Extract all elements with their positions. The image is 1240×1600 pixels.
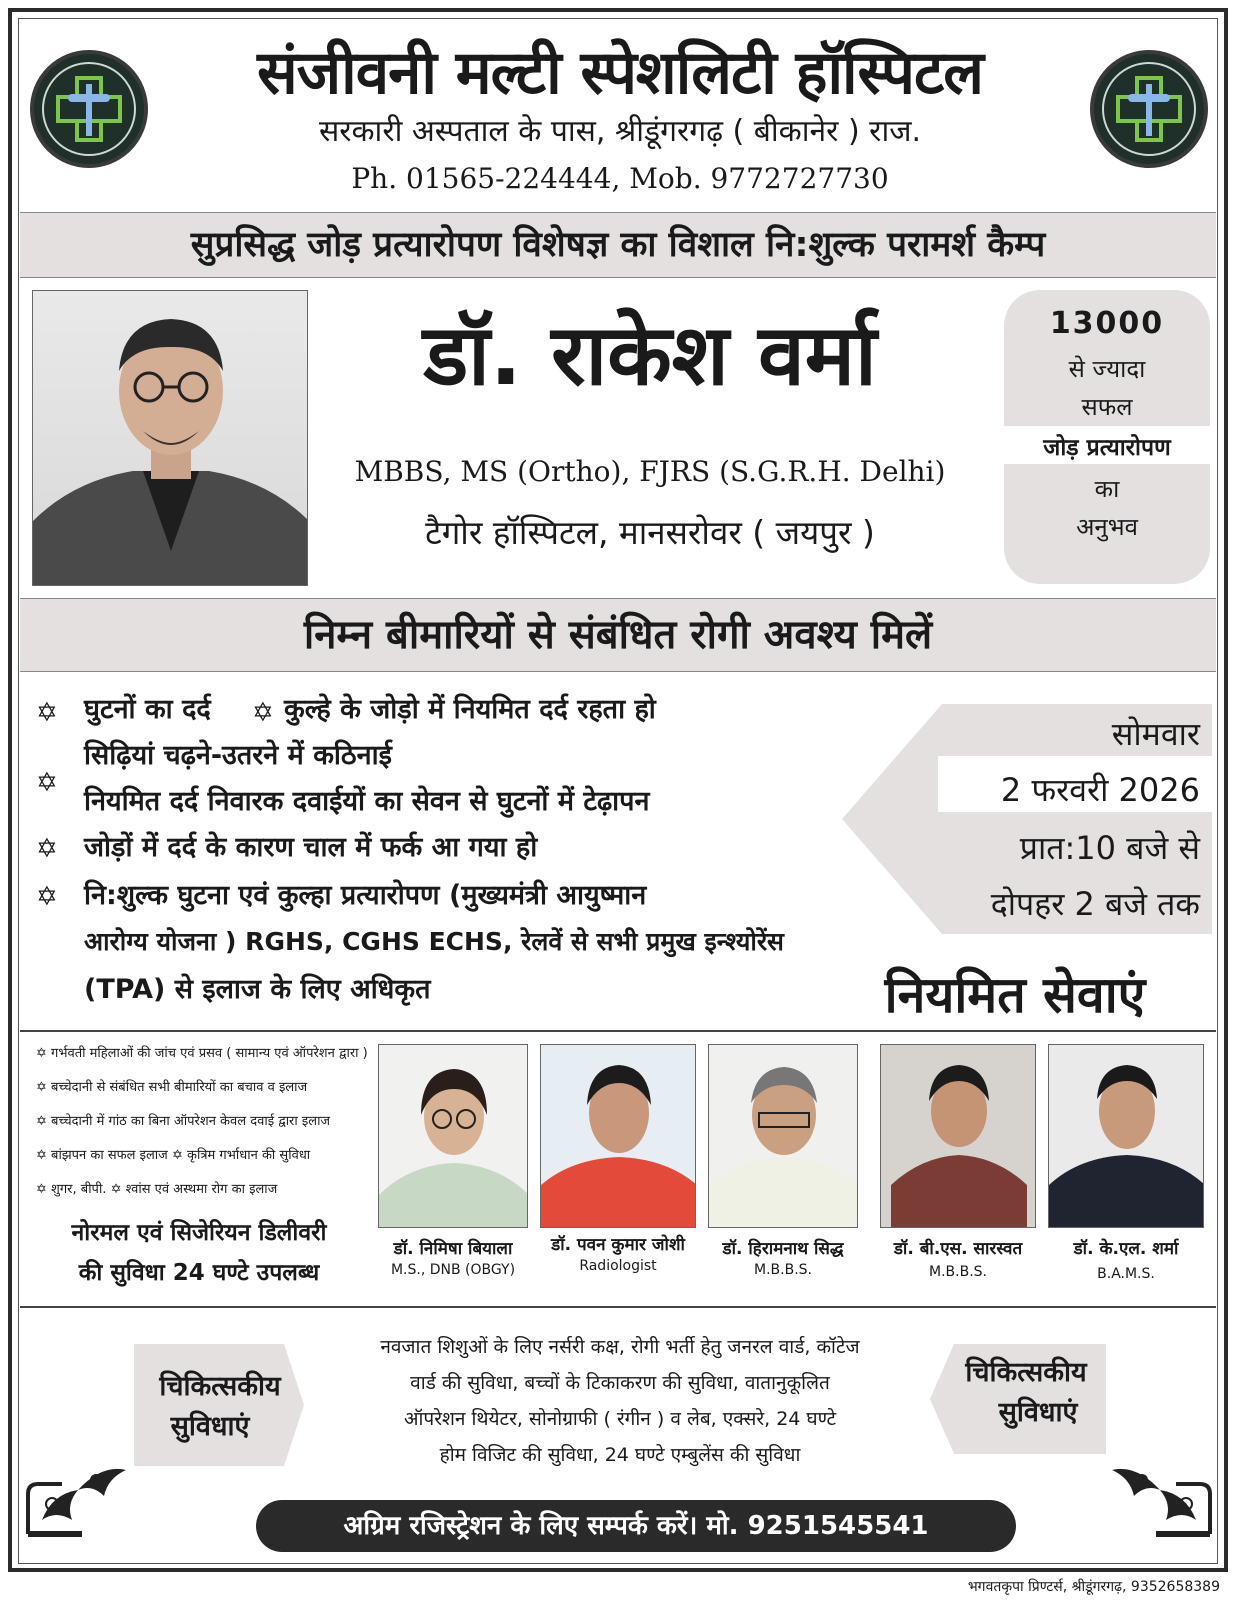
caduceus-icon: [86, 84, 92, 136]
experience-text-4: का: [1094, 475, 1120, 503]
experience-count: 13000: [1049, 306, 1165, 341]
doctor-5-degree: B.A.M.S.: [1097, 1266, 1155, 1282]
facilities-label-left-shape: [134, 1344, 310, 1466]
facilities-label-right-1: चिकित्सकीय: [965, 1357, 1087, 1388]
regular-services-heading: नियमित सेवाएं: [884, 966, 1146, 1024]
caduceus-icon: [1146, 84, 1152, 136]
section-divider: [20, 1030, 1216, 1032]
doctor-2-name: डॉ. पवन कुमार जोशी: [551, 1235, 685, 1255]
doctor-2-degree: Radiologist: [579, 1258, 657, 1274]
disease-hip-pain: कुल्हे के जोड़ो में नियमित दर्द रहता हो: [284, 694, 656, 725]
facilities-line-3: ऑपरेशन थियेटर, सोनोग्राफी ( रंगीन ) व लेब, एक्सरे, 24 घण्टे: [403, 1408, 837, 1430]
doctor-photo-2: [540, 1044, 696, 1228]
schedule-day: सोमवार: [1111, 715, 1200, 753]
doctor-name: डॉ. राकेश वर्मा: [423, 306, 877, 404]
service-item-4: ✡ बांझपन का सफल इलाज ✡ कृत्रिम गर्भाधान की सुविधा: [36, 1148, 311, 1163]
female-doctor-portrait-icon: [379, 1045, 528, 1228]
doctor-photo-1: [378, 1044, 528, 1228]
schedule-from: प्रात:10 बजे से: [1019, 829, 1200, 867]
printer-credit: भगवतकृपा प्रिण्टर्स, श्रीडूंगरगढ़, 9352658389: [967, 1579, 1220, 1595]
ornament-left-icon: [22, 1424, 134, 1540]
doctor-4-name: डॉ. बी.एस. सारस्वत: [893, 1239, 1023, 1259]
camp-banner-text: सुप्रसिद्ध जोड़ प्रत्यारोपण विशेषज्ञ का विशाल नि:शुल्क परामर्श कैम्प: [190, 225, 1046, 265]
doctor-photo: [32, 290, 308, 586]
service-item-1: ✡ गर्भवती महिलाओं की जांच एवं प्रसव ( सामान्य एवं ऑपरेशन द्वारा ): [36, 1046, 368, 1061]
star-bullet-icon: ✡: [36, 698, 58, 728]
section-divider: [20, 1306, 1216, 1308]
doctor-3-name: डॉ. हिरामनाथ सिद्ध: [722, 1239, 844, 1259]
ornament-right-icon: [1104, 1424, 1216, 1540]
experience-text-5: अनुभव: [1076, 513, 1138, 541]
hospital-name: संजीवनी मल्टी स्पेशलिटी हॉस्पिटल: [257, 38, 983, 108]
star-bullet-icon: ✡: [36, 834, 58, 864]
doctor-photo-5: [1048, 1044, 1204, 1228]
diseases-banner: [20, 598, 1216, 672]
facilities-line-2: वार्ड की सुविधा, बच्चों के टिकाकरण की सुविधा, वातानुकूलित: [410, 1372, 830, 1394]
facilities-line-1: नवजात शिशुओं के लिए नर्सरी कक्ष, रोगी भर्ती हेतु जनरल वार्ड, कॉटेज: [380, 1336, 860, 1358]
male-doctor-portrait-icon: [1049, 1045, 1204, 1228]
experience-text-3: जोड़ प्रत्यारोपण: [1043, 435, 1171, 461]
doctor-hospital: टैगोर हॉस्पिटल, मानसरोवर ( जयपुर ): [425, 513, 875, 552]
service-item-3: ✡ बच्चेदानी में गांठ का बिना ऑपरेशन केवल दवाई द्वारा इलाज: [36, 1114, 331, 1129]
delivery-line-2: की सुविधा 24 घण्टे उपलब्ध: [78, 1260, 320, 1286]
doctor-degrees: MBBS, MS (Ortho), FJRS (S.G.R.H. Delhi): [354, 455, 946, 488]
facilities-line-4: होम विजिट की सुविधा, 24 घण्टे एम्बुलेंस की सुविधा: [439, 1444, 801, 1466]
star-bullet-icon: ✡: [252, 698, 274, 728]
facilities-label-right-2: सुविधाएं: [998, 1397, 1078, 1428]
disease-deformity: नियमित दर्द निवारक दवाईयों का सेवन से घुटनों में टेढ़ापन: [84, 786, 650, 817]
free-replacement-line-2: आरोग्य योजना ) RGHS, CGHS ECHS, रेलवें से सभी प्रमुख इन्श्योरेंस: [84, 927, 784, 956]
schedule-date: 2 फरवरी 2026: [1000, 771, 1200, 809]
doctor-5-name: डॉ. के.एल. शर्मा: [1073, 1239, 1179, 1259]
doctor-1-degree: M.S., DNB (OBGY): [390, 1262, 516, 1278]
facilities-label-left-2: सुविधाएं: [170, 1411, 250, 1442]
free-replacement-line-1: नि:शुल्क घुटना एवं कुल्हा प्रत्यारोपण (मुख्यमंत्री आयुष्मान: [84, 880, 647, 911]
registration-text: अग्रिम रजिस्ट्रेशन के लिए सम्पर्क करें। मो. 9251545541: [343, 1511, 929, 1541]
hospital-address: सरकारी अस्पताल के पास, श्रीडूंगरगढ़ ( बीकानेर ) राज.: [318, 114, 922, 149]
doctor-3-degree: M.B.B.S.: [754, 1262, 812, 1278]
caduceus-wing: [68, 94, 110, 102]
schedule-to: दोपहर 2 बजे तक: [990, 885, 1200, 923]
star-bullet-icon: ✡: [36, 768, 58, 798]
doctor-portrait-icon: [33, 291, 308, 586]
camp-banner: [20, 212, 1216, 278]
diseases-heading: निम्न बीमारियों से संबंधित रोगी अवश्य मिलें: [303, 612, 933, 658]
male-doctor-portrait-icon: [881, 1045, 1036, 1228]
doctor-photo-4: [880, 1044, 1036, 1228]
experience-text-2: सफल: [1081, 393, 1133, 421]
hospital-logo-left: [30, 50, 148, 168]
facilities-label-left-1: चिकित्सकीय: [159, 1371, 281, 1402]
hospital-logo-right: [1090, 50, 1208, 168]
doctor-1-name: डॉ. निमिषा बियाला: [393, 1239, 513, 1259]
star-bullet-icon: ✡: [36, 882, 58, 912]
male-doctor-portrait-icon: [541, 1045, 696, 1228]
service-item-5: ✡ शुगर, बीपी. ✡ श्वांस एवं अस्थमा रोग का इलाज: [36, 1182, 278, 1197]
service-item-2: ✡ बच्चेदानी से संबंधित सभी बीमारियों का बचाव व इलाज: [36, 1080, 308, 1095]
male-doctor-portrait-icon: [709, 1045, 858, 1228]
caduceus-wing: [1128, 94, 1170, 102]
disease-stairs: सिढ़ियां चढ़ने-उतरने में कठिनाई: [84, 740, 392, 771]
experience-text-1: से ज्यादा: [1068, 355, 1146, 383]
registration-bar: [256, 1500, 1016, 1552]
disease-knee-pain: घुटनों का दर्द: [84, 694, 211, 725]
experience-badge: [1004, 290, 1210, 584]
disease-gait: जोड़ों में दर्द के कारण चाल में फर्क आ गया हो: [84, 832, 538, 863]
free-replacement-line-3: (TPA) से इलाज के लिए अधिकृत: [84, 974, 431, 1005]
doctor-photo-3: [708, 1044, 858, 1228]
hospital-phone: Ph. 01565-224444, Mob. 9772727730: [351, 162, 889, 195]
delivery-line-1: नोरमल एवं सिजेरियन डिलीवरी: [71, 1220, 327, 1246]
doctor-4-degree: M.B.B.S.: [929, 1264, 987, 1280]
